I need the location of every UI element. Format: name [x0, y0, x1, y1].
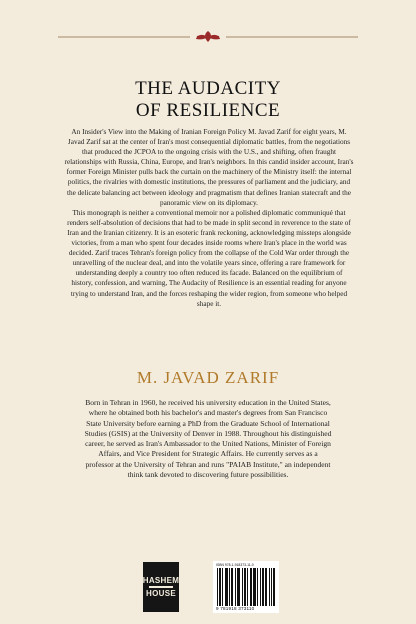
publisher-logo-line-2: HOUSE — [146, 589, 176, 598]
publisher-logo-divider — [149, 586, 173, 588]
barcode-icon — [217, 568, 275, 606]
author-name: M. JAVAD ZARIF — [136, 368, 280, 387]
publisher-logo — [143, 562, 179, 612]
book-title-line-1: THE AUDACITY — [135, 78, 281, 99]
book-title — [0, 78, 416, 122]
isbn-label: ISBN 978-1-918373-11-0 — [216, 563, 254, 567]
book-title-line-2: OF RESILIENCE — [135, 100, 281, 121]
publisher-logo-line-1: HASHEM — [142, 576, 180, 585]
book-synopsis — [64, 127, 354, 309]
flower-ornament-icon — [196, 31, 220, 42]
author-bio-text: Born in Tehran in 1960, he received his university education in the United States, where he obtained both his bachelor's and master's degrees from San Francisco State University before earning a PhD from the Graduate School of International Studies (GSIS) at the University of Denver in 1988. Throughout his distinguished career, he served as Iran's Ambassador to the United Nations, Minister of Foreign Affairs, and Vice President for Strategic Affairs. He currently serves as a professor at the University of Tehran and runs "PAIAB Institute," an independent think tank devoted to discovering future possibilities. — [84, 398, 332, 480]
synopsis-paragraph-1: An Insider's View into the Making of Iranian Foreign Policy M. Javad Zarif for eight years, M. Javad Zarif sat at the center of Iran's most consequential diplomatic battles, from the negotiations that produced the JCPOA to the ongoing crisis with the U.S., and shifting, often fraught relationships with Russia, China, Europe, and Iran's neighbors. In this candid insider account, Iran's former Foreign Minister pulls back the curtain on the machinery of the Ministry itself: the internal politics, the rivalries with domestic institutions, the pressures of parliament and the judiciary, and the delicate balancing act between ideology and pragmatism that defines Iranian statecraft and the panoramic view on its diplomacy. — [64, 128, 354, 207]
author-bio — [84, 398, 332, 480]
synopsis-paragraph-2: This monograph is neither a conventional memoir nor a polished diplomatic communiqué that renders self-absolution of decisions that had to be made in split second in reverence to the state of Iran and the Iranian citizenry. It is an esoteric frank reckoning, acknowledging missteps alongside victories, from a man who spent four decades inside rooms where Iran's place in the world was decided. Zarif traces Tehran's foreign policy from the collapse of the Cold War order through the unravelling of the nuclear deal, and into the volatile years since, offering a rare framework for understanding deeply a country too often reduced its facade. Balanced on the equilibrium of history, confession, and warning, The Audacity of Resilience is an essential reading for anyone trying to understand Iran, and the forces reshaping the wider region, from someone who helped shape it. — [67, 208, 351, 308]
isbn-barcode — [213, 561, 279, 613]
decorative-divider — [0, 30, 416, 44]
isbn-number: 9 781918 373110 — [216, 606, 255, 611]
